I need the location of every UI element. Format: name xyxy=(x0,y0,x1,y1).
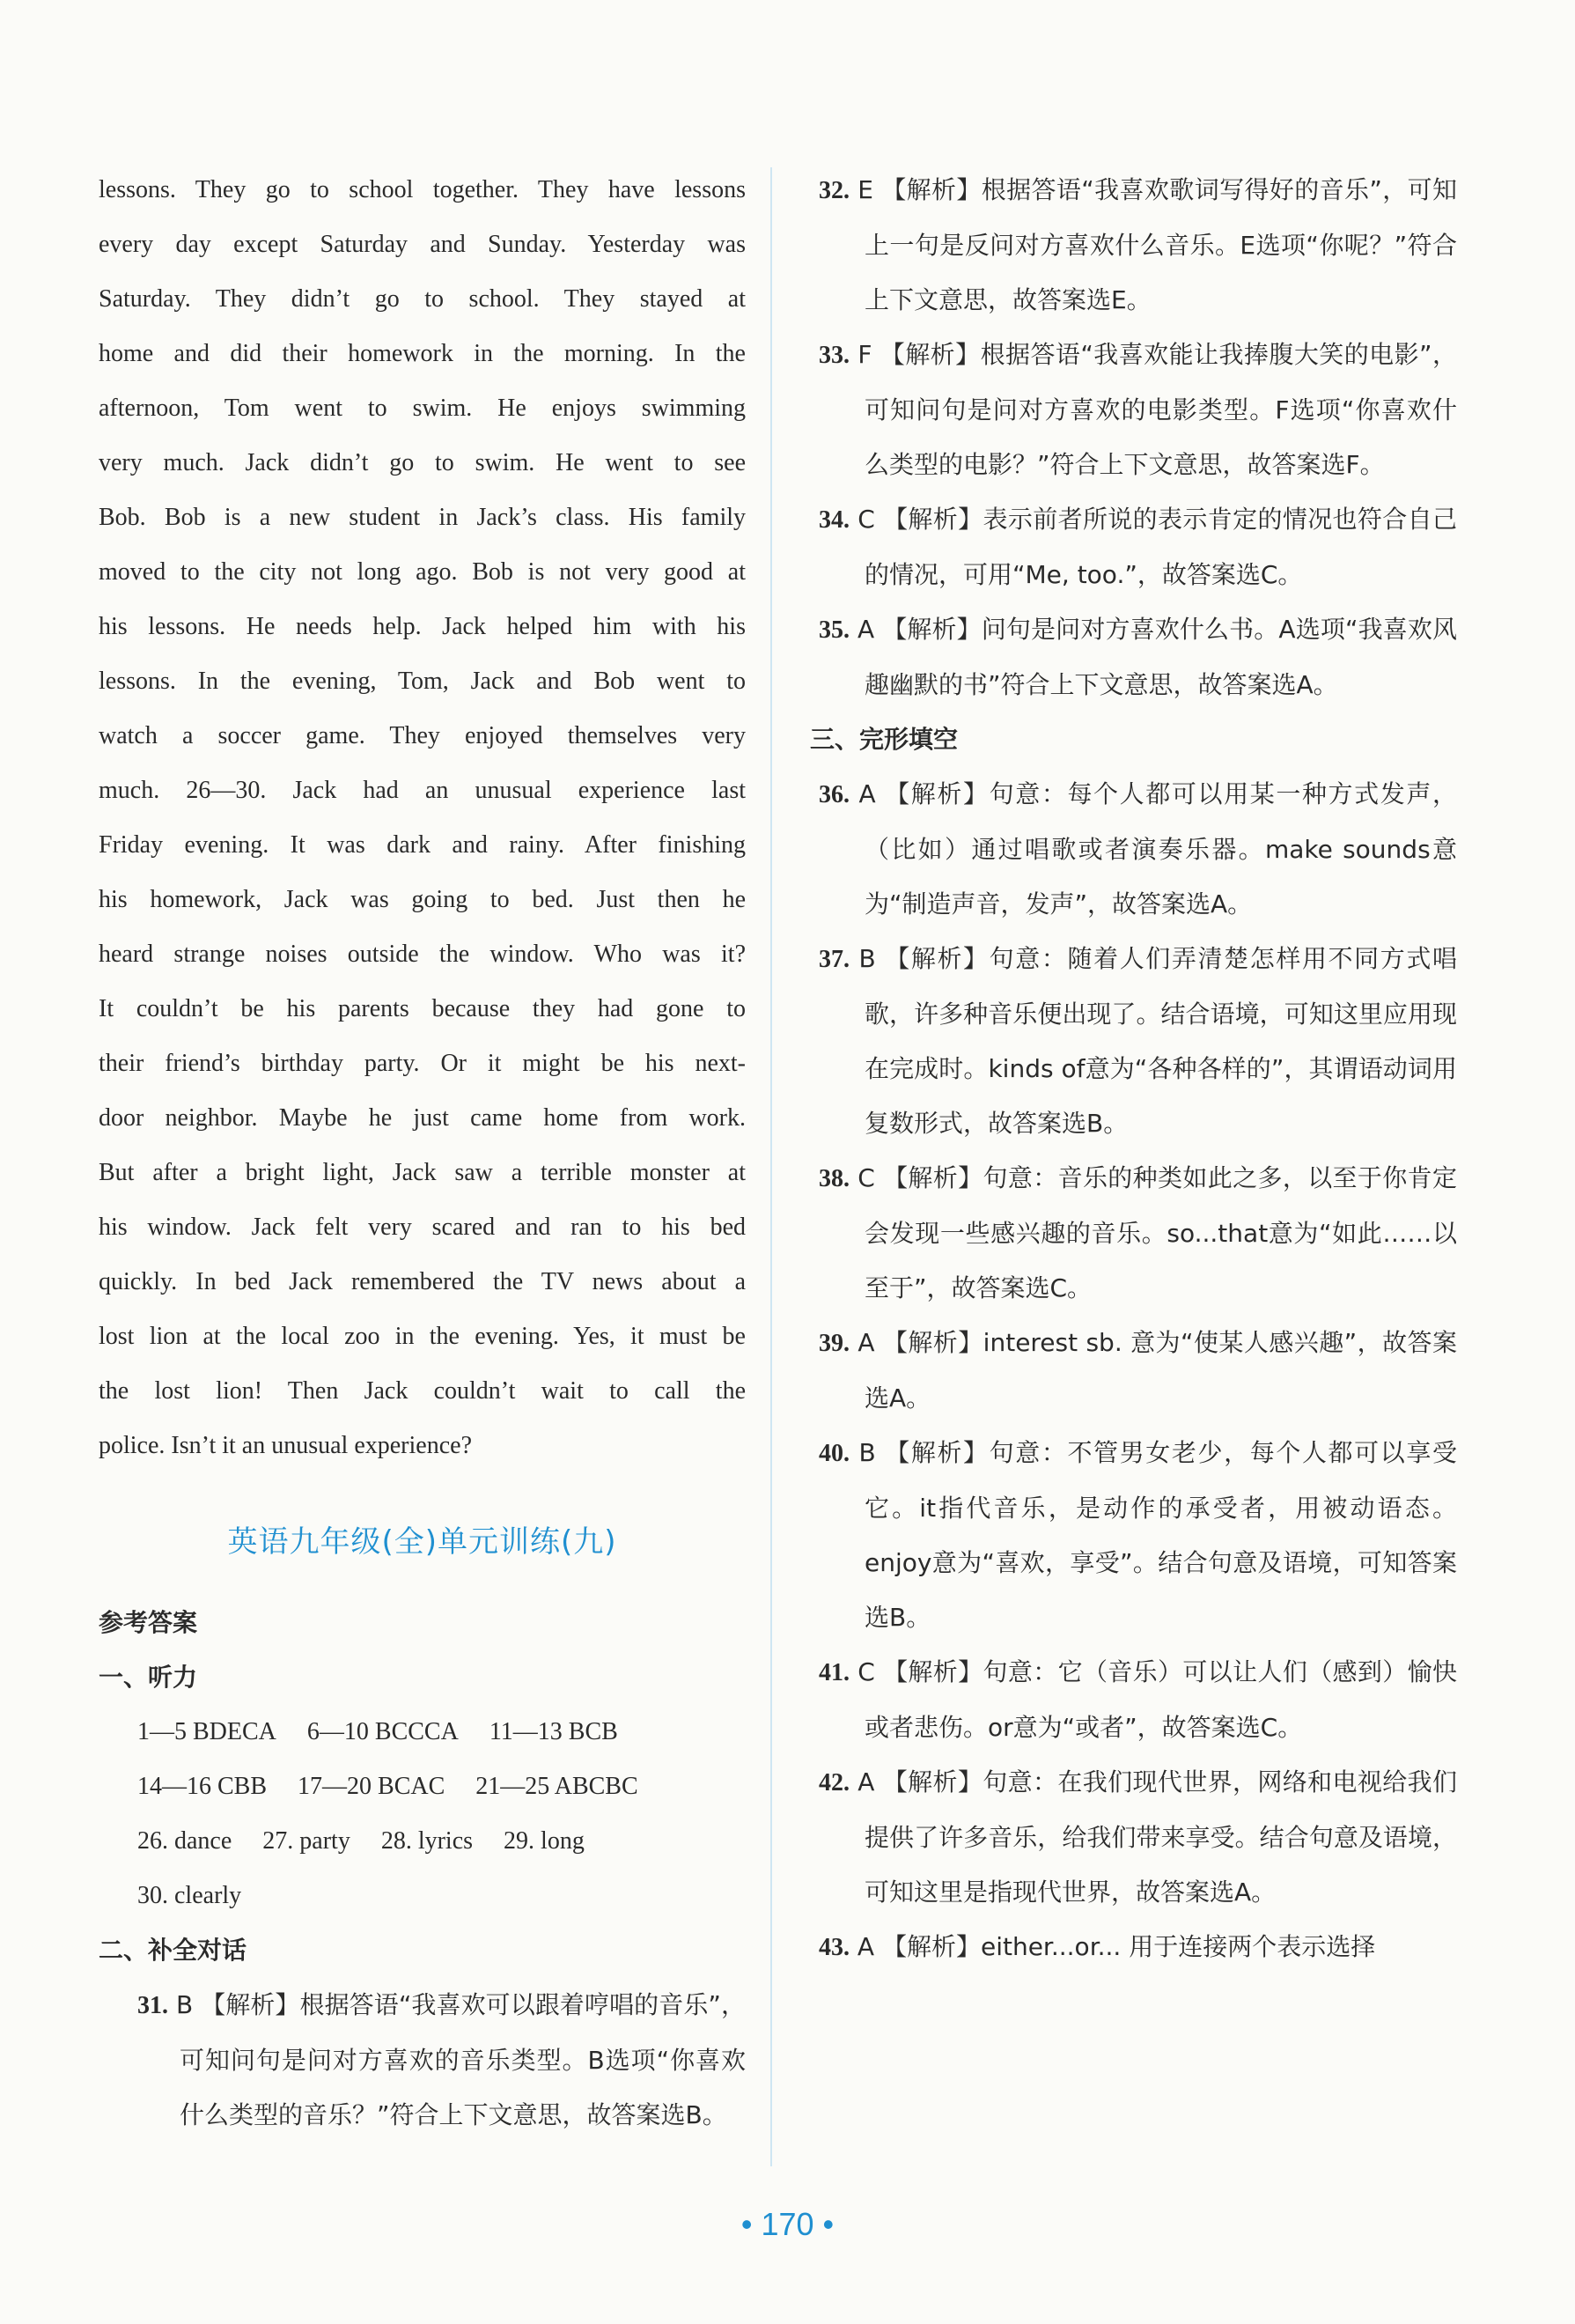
answer-group: 27. party xyxy=(262,1827,350,1855)
passage-line: door neighbor. Maybe he just came home from work. xyxy=(99,1104,746,1132)
answer-explanation: A 【解析】问句是问对方喜欢什么书。A选项“我喜欢风趣幽默的书”符合上下文意思，故答案选A。 xyxy=(857,615,1458,699)
answer-explanation: C 【解析】句意：它（音乐）可以让人们（感到）愉快或者悲伤。or意为“或者”，故答案选C。 xyxy=(857,1657,1457,1742)
passage-line: much. 26—30. Jack had an unusual experience last xyxy=(99,777,746,804)
passage-line: their friend’s birthday party. Or it might be his next- xyxy=(99,1050,746,1077)
listening-answers-row xyxy=(99,1814,746,1869)
passage-line: the lost lion! Then Jack couldn’t wait to call the xyxy=(99,1377,746,1405)
passage-line: lost lion at the local zoo in the evening. Yes, it must be xyxy=(99,1323,746,1350)
question-number: 31. xyxy=(137,1992,168,2019)
question-number: 41. xyxy=(819,1659,850,1686)
passage-line: Bob. Bob is a new student in Jack’s class. His family xyxy=(99,504,746,531)
answer-explanation: A 【解析】句意：每个人都可以用某一种方式发声，（比如）通过唱歌或者演奏乐器。make sounds意为“制造声音，发声”，故答案选A。 xyxy=(858,779,1457,919)
answer-item-43 xyxy=(810,1920,1457,1975)
answer-explanation: C 【解析】句意：音乐的种类如此之多，以至于你肯定会发现一些感兴趣的音乐。so...that意为“如此……以至于”，故答案选C。 xyxy=(857,1163,1457,1302)
answer-item-38 xyxy=(810,1151,1457,1316)
answer-explanation: B 【解析】句意：随着人们弄清楚怎样用不同方式唱歌，许多种音乐便出现了。结合语境，可知这里应用现在完成时。kinds of意为“各种各样的”，其谓语动词用复数形式，故答案选B。 xyxy=(858,944,1457,1138)
passage-line: his window. Jack felt very scared and ran to his bed xyxy=(99,1214,746,1241)
answer-explanation: E 【解析】根据答语“我喜欢歌词写得好的音乐”，可知上一句是反问对方喜欢什么音乐。E选项“你呢？”符合上下文意思，故答案选E。 xyxy=(857,175,1457,314)
passage-line: watch a soccer game. They enjoyed themselves very xyxy=(99,722,746,749)
answer-item-32 xyxy=(810,163,1457,328)
passage-line: home and did their homework in the morning. In the xyxy=(99,340,746,367)
passage-line: lessons. They go to school together. They have lessons xyxy=(99,176,746,203)
answer-item-35 xyxy=(810,602,1457,712)
answer-item-39 xyxy=(810,1316,1457,1426)
passage-line: police. Isn’t it an unusual experience? xyxy=(99,1432,472,1459)
answer-group: 17—20 BCAC xyxy=(298,1773,445,1800)
answer-item-34 xyxy=(810,492,1457,602)
right-column xyxy=(810,163,1457,1975)
answer-group: 21—25 ABCBC xyxy=(475,1773,638,1800)
answer-item-31 xyxy=(99,1978,746,2143)
answer-group: 1—5 BDECA xyxy=(137,1718,276,1745)
passage-line: his lessons. He needs help. Jack helped him with his xyxy=(99,613,746,640)
answer-item-41 xyxy=(810,1645,1457,1755)
answer-explanation: B 【解析】根据答语“我喜欢可以跟着哼唱的音乐”，可知问句是问对方喜欢的音乐类型。B选项“你喜欢什么类型的音乐？”符合上下文意思，故答案选B。 xyxy=(175,1990,746,2129)
question-number: 42. xyxy=(819,1769,850,1796)
passage-line: lessons. In the evening, Tom, Jack and Bob went to xyxy=(99,668,746,695)
answer-item-37 xyxy=(810,932,1457,1151)
listening-header: 一、听力 xyxy=(99,1663,198,1692)
answer-item-36 xyxy=(810,767,1457,932)
answer-explanation: C 【解析】表示前者所说的表示肯定的情况也符合自己的情况，可用“Me, too.”，故答案选C。 xyxy=(857,505,1457,589)
answer-explanation: A 【解析】interest sb. 意为“使某人感兴趣”，故答案选A。 xyxy=(857,1328,1457,1413)
question-number: 36. xyxy=(819,781,850,808)
passage-line: heard strange noises outside the window. Who was it? xyxy=(99,941,746,968)
section-title: 英语九年级(全)单元训练(九) xyxy=(227,1524,617,1560)
answer-group: 30. clearly xyxy=(137,1882,242,1909)
passage-line: very much. Jack didn’t go to swim. He went to see xyxy=(99,449,746,476)
page-number: • 170 • xyxy=(740,2206,835,2242)
answer-group: 26. dance xyxy=(137,1827,232,1855)
listening-answers-row xyxy=(99,1869,746,1923)
listening-answers-row xyxy=(99,1705,746,1760)
answer-group: 29. long xyxy=(504,1827,585,1855)
cloze-header: 三、完形填空 xyxy=(810,725,959,754)
answer-group: 11—13 BCB xyxy=(489,1718,618,1745)
passage-line: Friday evening. It was dark and rainy. After finishing xyxy=(99,831,746,859)
passage-line: It couldn’t be his parents because they had gone to xyxy=(99,995,746,1022)
question-number: 33. xyxy=(819,342,850,369)
answer-item-40 xyxy=(810,1426,1457,1645)
passage-line: But after a bright light, Jack saw a terrible monster at xyxy=(99,1159,746,1186)
reading-passage xyxy=(99,163,746,1473)
question-number: 37. xyxy=(819,946,850,973)
listening-answers-row xyxy=(99,1760,746,1814)
passage-line: moved to the city not long ago. Bob is not very good at xyxy=(99,558,746,586)
question-number: 40. xyxy=(819,1440,850,1467)
answer-explanation: A 【解析】句意：在我们现代世界，网络和电视给我们提供了许多音乐，给我们带来享受。结合句意及语境，可知这里是指现代世界，故答案选A。 xyxy=(857,1767,1457,1907)
passage-line: quickly. In bed Jack remembered the TV news about a xyxy=(99,1268,746,1295)
dialogue-header: 二、补全对话 xyxy=(99,1936,247,1965)
question-number: 32. xyxy=(819,177,850,204)
passage-line: his homework, Jack was going to bed. Just then he xyxy=(99,886,746,913)
answer-group: 14—16 CBB xyxy=(137,1773,268,1800)
answers-header: 参考答案 xyxy=(99,1608,198,1637)
answer-group: 28. lyrics xyxy=(380,1827,474,1855)
question-number: 38. xyxy=(819,1165,850,1192)
passage-line: afternoon, Tom went to swim. He enjoys swimming xyxy=(99,395,746,422)
question-number: 34. xyxy=(819,506,850,534)
answer-explanation: F 【解析】根据答语“我喜欢能让我捧腹大笑的电影”，可知问句是问对方喜欢的电影类型。F选项“你喜欢什么类型的电影？”符合上下文意思，故答案选F。 xyxy=(857,340,1457,479)
passage-line: every day except Saturday and Sunday. Yesterday was xyxy=(99,231,746,258)
answer-group: 6—10 BCCCA xyxy=(306,1718,459,1745)
left-column xyxy=(99,163,746,2143)
question-number: 43. xyxy=(819,1934,850,1961)
passage-line: Saturday. They didn’t go to school. They stayed at xyxy=(99,285,746,313)
question-number: 35. xyxy=(819,616,850,644)
answer-explanation: B 【解析】句意：不管男女老少，每个人都可以享受它。it指代音乐，是动作的承受者，用被动语态。enjoy意为“喜欢，享受”。结合句意及语境，可知答案选B。 xyxy=(858,1438,1457,1632)
answer-item-33 xyxy=(810,328,1457,492)
column-divider xyxy=(770,167,772,2166)
question-number: 39. xyxy=(819,1330,850,1357)
answer-explanation: A 【解析】either...or... 用于连接两个表示选择 xyxy=(857,1932,1376,1961)
answer-item-42 xyxy=(810,1755,1457,1920)
